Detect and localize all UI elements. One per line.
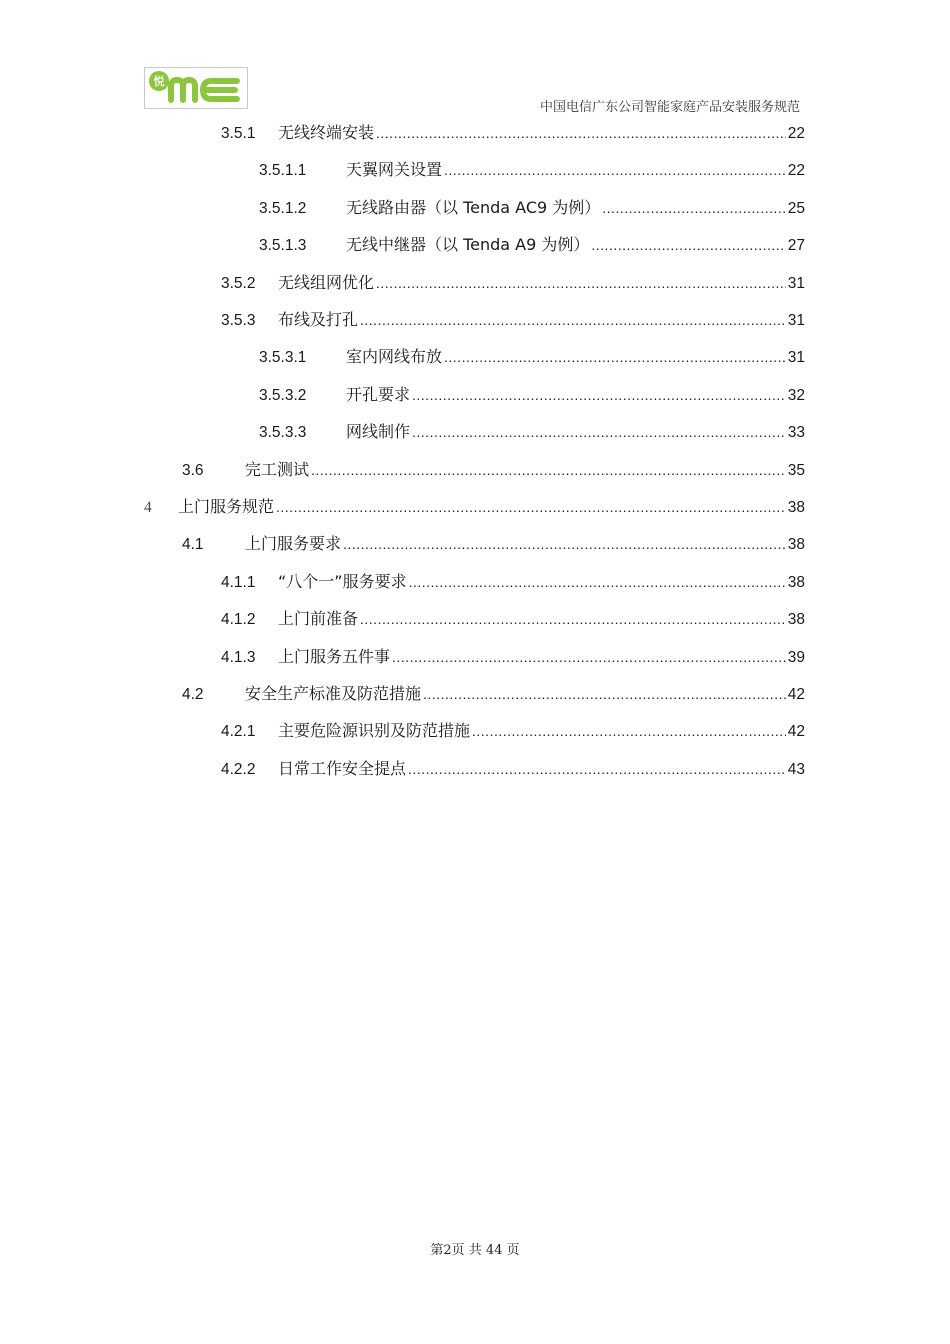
toc-entry[interactable] [221,309,805,331]
toc-dot-leader [444,159,786,181]
toc-entry-number: 3.5.2 [221,275,256,292]
toc-entry-title: 上门前准备 [278,609,359,628]
toc-entry-number: 4.1.1 [221,574,256,591]
toc-entry-page: 31 [787,275,805,292]
toc-entry-title: 上门服务要求 [245,534,342,553]
toc-entry-number: 3.5.1.2 [259,200,307,217]
toc-dot-leader [423,683,786,705]
toc-dot-leader [412,384,786,406]
toc-entry[interactable] [221,646,805,668]
toc-entry-title: 网线制作 [346,422,411,441]
toc-entry-title: 安全生产标准及防范措施 [245,684,422,703]
toc-entry-page: 38 [787,536,805,553]
svg-text:悦: 悦 [153,75,165,88]
toc-entry-number: 4.1.2 [221,611,256,628]
toc-entry-title: 上门服务规范 [178,497,275,516]
toc-entry-title: 无线终端安装 [278,123,375,142]
toc-entry-number: 4.2 [182,686,204,703]
toc-dot-leader [408,758,786,780]
toc-entry[interactable] [182,459,805,481]
toc-entry-page: 42 [787,686,805,703]
toc-entry[interactable] [259,384,805,406]
toc-entry-page: 38 [787,611,805,628]
toc-entry-title: “八个一”服务要求 [278,572,407,591]
toc-entry[interactable] [144,496,805,518]
toc-entry-page: 32 [787,387,805,404]
toc-entry-number: 3.5.1.3 [259,237,307,254]
document-header-title: 中国电信广东公司智能家庭产品安装服务规范 [539,100,800,115]
toc-dot-leader [472,720,786,742]
toc-entry-title: 完工测试 [245,460,310,479]
toc-entry-number: 3.5.3.3 [259,424,307,441]
toc-entry[interactable] [221,720,805,742]
toc-entry[interactable] [259,234,805,256]
toc-entry-page: 38 [787,499,805,516]
toc-entry-page: 33 [787,424,805,441]
toc-entry-number: 4.1 [182,536,204,553]
toc-entry[interactable] [259,197,805,219]
toc-entry-number: 4.2.1 [221,723,256,740]
brand-logo [144,67,248,109]
toc-dot-leader [392,646,786,668]
toc-entry-title: 日常工作安全提点 [278,759,407,778]
toc-entry-page: 35 [787,462,805,479]
toc-entry-title: 无线路由器（以 Tenda AC9 为例） [346,198,601,217]
toc-entry-page: 31 [787,312,805,329]
toc-entry-page: 38 [787,574,805,591]
toc-entry-title: 无线组网优化 [278,273,375,292]
toc-dot-leader [591,234,785,256]
toc-entry[interactable] [221,571,805,593]
toc-entry-title: 布线及打孔 [278,310,359,329]
toc-entry-number: 4 [144,499,152,516]
toc-entry-number: 4.2.2 [221,761,256,778]
toc-entry[interactable] [221,122,805,144]
toc-entry-number: 3.5.3 [221,312,256,329]
toc-dot-leader [311,459,786,481]
toc-entry[interactable] [259,346,805,368]
toc-entry-page: 39 [787,649,805,666]
toc-entry-page: 42 [787,723,805,740]
toc-entry[interactable] [259,421,805,443]
toc-entry[interactable] [221,272,805,294]
toc-entry-number: 3.5.3.1 [259,349,307,366]
toc-dot-leader [376,122,786,144]
toc-entry-title: 无线中继器（以 Tenda A9 为例） [346,235,590,254]
toc-dot-leader [360,608,786,630]
toc-entry-title: 主要危险源识别及防范措施 [278,721,471,740]
toc-entry-title: 上门服务五件事 [278,647,391,666]
toc-entry-number: 3.5.1.1 [259,162,307,179]
toc-entry[interactable] [259,159,805,181]
toc-dot-leader [444,346,786,368]
toc-entry-title: 天翼网关设置 [346,160,443,179]
toc-entry-page: 27 [787,237,805,254]
toc-entry-number: 4.1.3 [221,649,256,666]
toc-entry-number: 3.5.1 [221,125,256,142]
toc-dot-leader [360,309,786,331]
toc-entry-title: 开孔要求 [346,385,411,404]
toc-entry-page: 31 [787,349,805,366]
toc-dot-leader [602,197,785,219]
toc-entry-number: 3.6 [182,462,204,479]
toc-entry-page: 43 [787,761,805,778]
toc-entry[interactable] [182,533,805,555]
toc-dot-leader [376,272,786,294]
toc-dot-leader [409,571,786,593]
toc-entry[interactable] [182,683,805,705]
toc-entry-page: 22 [787,162,805,179]
toc-entry[interactable] [221,608,805,630]
toc-entry-page: 22 [787,125,805,142]
toc-entry-page: 25 [787,200,805,217]
toc-entry-number: 3.5.3.2 [259,387,307,404]
logo-mark-icon [145,68,247,108]
toc-dot-leader [343,533,786,555]
toc-entry-title: 室内网线布放 [346,347,443,366]
page-footer: 第2页 共 44 页 [430,1243,520,1258]
toc-dot-leader [412,421,786,443]
toc-dot-leader [276,496,786,518]
toc-entry[interactable] [221,758,805,780]
